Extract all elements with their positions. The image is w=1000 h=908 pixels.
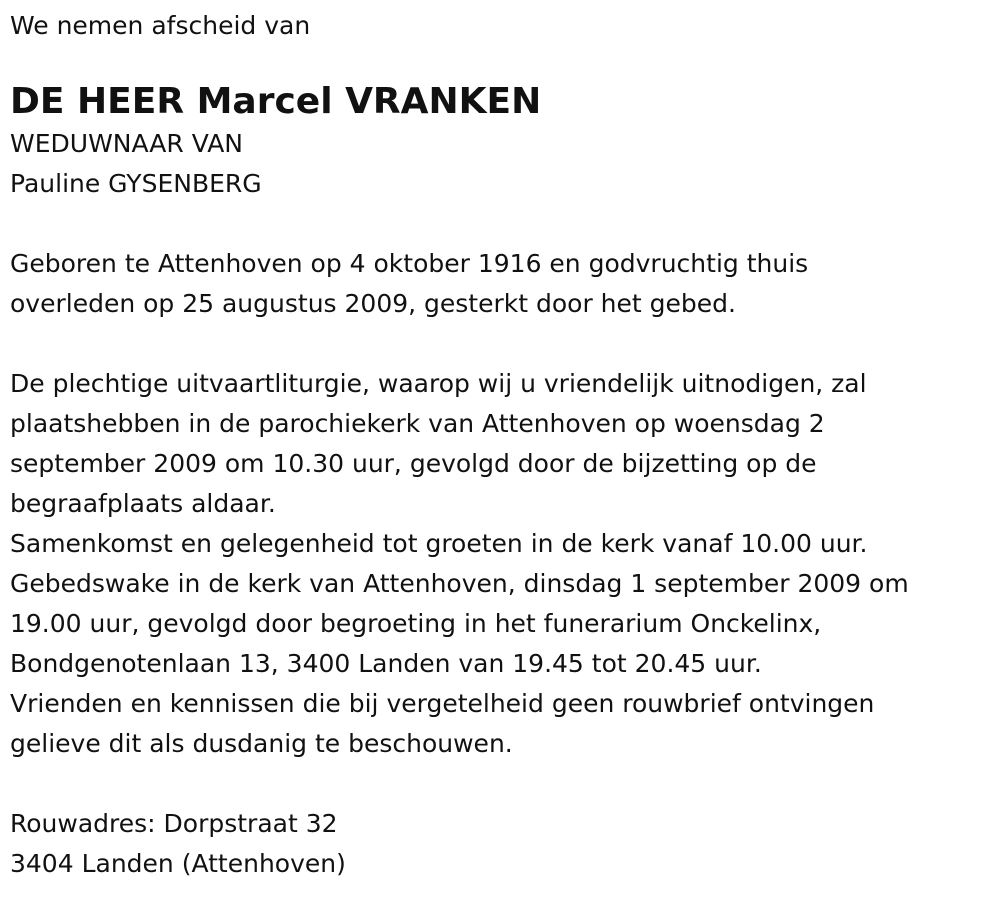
paragraph-line: Vrienden en kennissen die bij vergetelheid geen rouwbrief ontvingen — [10, 689, 875, 718]
paragraph-line: Gebedswake in de kerk van Attenhoven, dinsdag 1 september 2009 om — [10, 569, 909, 598]
paragraph-line: begraafplaats aldaar. — [10, 489, 276, 518]
paragraph-line: Samenkomst en gelegenheid tot groeten in de kerk vanaf 10.00 uur. — [10, 529, 868, 558]
paragraph-line: plaatshebben in de parochiekerk van Attenhoven op woensdag 2 — [10, 409, 825, 438]
address-line: 3404 Landen (Attenhoven) — [10, 849, 346, 878]
paragraph-line: Geboren te Attenhoven op 4 oktober 1916 en godvruchtig thuis — [10, 249, 809, 278]
paragraph-line: overleden op 25 augustus 2009, gesterkt door het gebed. — [10, 289, 736, 318]
spacer — [10, 46, 985, 80]
spacer — [10, 204, 985, 244]
paragraph-line: 19.00 uur, gevolgd door begroeting in het funerarium Onckelinx, — [10, 609, 822, 638]
deceased-name-title: DE HEER Marcel VRANKEN — [10, 81, 542, 122]
spouse-name: Pauline GYSENBERG — [10, 169, 262, 198]
spacer — [10, 764, 985, 804]
intro-text: We nemen afscheid van — [10, 11, 311, 40]
paragraph-line: september 2009 om 10.30 uur, gevolgd door de bijzetting op de — [10, 449, 817, 478]
paragraph-line: Bondgenotenlaan 13, 3400 Landen van 19.45 tot 20.45 uur. — [10, 649, 762, 678]
mourning-address — [10, 804, 985, 884]
obituary-notice — [10, 6, 985, 884]
spacer — [10, 324, 985, 364]
birth-death-paragraph — [10, 244, 985, 324]
ceremony-paragraph — [10, 364, 985, 764]
address-line: Rouwadres: Dorpstraat 32 — [10, 809, 338, 838]
widower-label: WEDUWNAAR VAN — [10, 129, 244, 158]
paragraph-line: De plechtige uitvaartliturgie, waarop wij u vriendelijk uitnodigen, zal — [10, 369, 867, 398]
paragraph-line: gelieve dit als dusdanig te beschouwen. — [10, 729, 513, 758]
